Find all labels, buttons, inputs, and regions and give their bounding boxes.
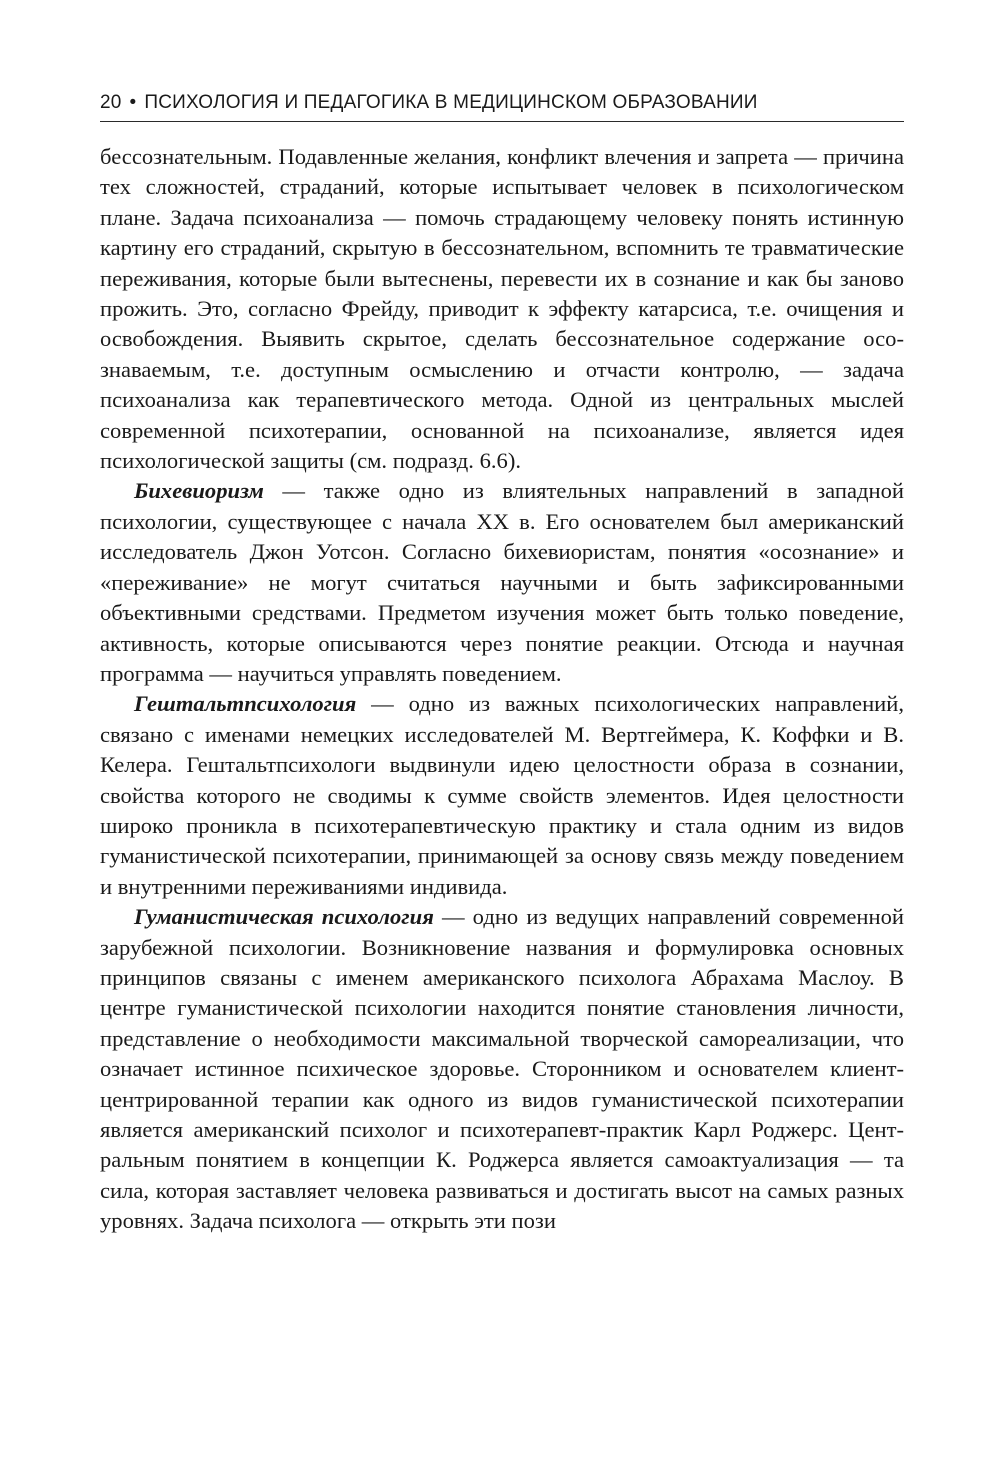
page-number: 20 [100,92,122,113]
running-title: ПСИХОЛОГИЯ И ПЕДАГОГИКА В МЕДИЦИНСКОМ ОБРАЗОВАНИИ [144,92,758,113]
paragraph-text: бессознательным. Подавленные желания, конфликт влечения и запрета — причина тех сложностей, страданий, которые испытывает человек в психологическом плане. Задача психоанализа — помочь страдающему человеку понять истинную картину его страданий, скрытую в бессознательном, вспомнить те травматические переживания, которые были вытеснены, перевести их в сознание и как бы заново прожить. Это, согласно Фрейду, приводит к эффекту катарсиса, т.е. очищения и освобождения. Выявить скрытое, сделать бессознательное содержание осознаваемым, т.е. доступным осмыслению и отчасти контролю, — задача психоанализа как терапевтического метода. Одной из центральных мыслей современной психотерапии, основанной на психоанализе, является идея психологической защиты (см. подразд. 6.6). [100,144,904,474]
body-text [100,142,904,1237]
running-header [100,92,904,122]
term-gestalt-psychology: Гештальтпсихология [134,691,357,717]
book-page [100,92,904,1237]
paragraph-text: — одно из ведущих направлений современной зарубежной психологии. Возникновение названия и формулировка основных принципов связаны с именем американского психолога Абрахама Маслоу. В центре гуманистической психологии находится понятие становления личности, представление о необходимости максимальной творческой самореализации, что означает истинное психическое здоровье. Сторонником и основателем клиент-центрированной терапии как одного из видов гуманистической психотерапии является американский психолог и психотерапевт-практик Карл Роджерс. Центральным понятием в концепции К. Роджерса является самоактуализация — та сила, которая заставляет человека развиваться и достигать высот на самых разных уровнях. Задача психолога — открыть эти пози [100,904,904,1234]
paragraph-humanistic [100,902,904,1236]
paragraph-psychoanalysis-continued [100,142,904,476]
paragraph-text: — также одно из влиятельных направлений в западной психологии, существующее с начала XX в. Его основателем был американский исследователь Джон Уотсон. Согласно бихевиористам, понятия «осознание» и «переживание» не могут считаться научными и быть зафиксированными объективными средствами. Предметом изучения может быть только поведение, активность, которые описываются через понятие реакции. Отсюда и научная программа — научиться управлять поведением. [100,478,904,686]
paragraph-gestalt [100,689,904,902]
term-humanistic-psychology: Гуманистическая психология [134,904,434,930]
bullet-separator: • [129,92,137,113]
paragraph-text: — одно из важных психологических направлений, связано с именами немецких исследователей М. Вертгеймера, К. Коффки и В. Келера. Гештальтпсихологи выдвинули идею целостности образа в сознании, свойства которого не сводимы к сумме свойств элементов. Идея целостности широко проникла в психотерапевтическую практику и стала одним из видов гуманистической психотерапии, принимающей за основу связь между поведением и внутренними переживаниями индивида. [100,691,904,899]
term-behaviorism: Бихевиоризм [134,478,264,504]
paragraph-behaviorism [100,476,904,689]
